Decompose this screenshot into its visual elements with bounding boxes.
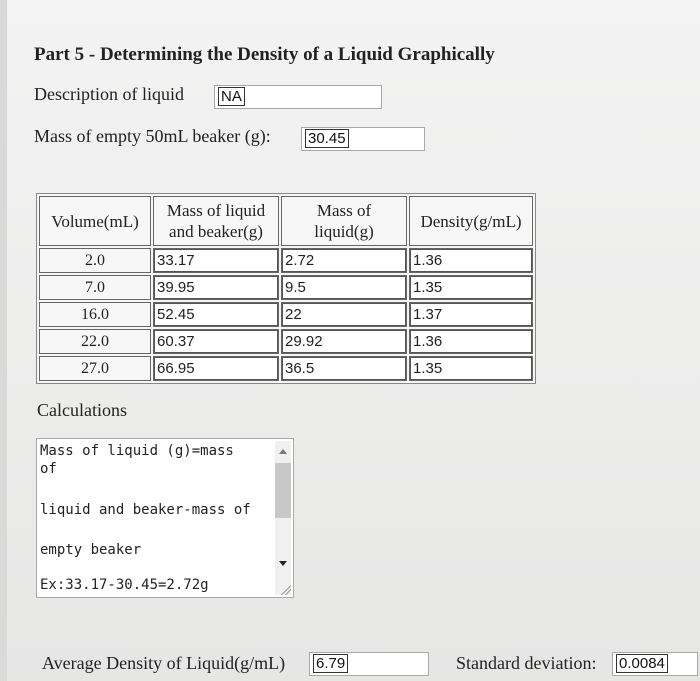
description-field[interactable] [214, 85, 382, 109]
resize-handle-icon[interactable] [281, 585, 291, 595]
density-input[interactable]: 1.35 [410, 276, 532, 299]
average-density-label: Average Density of Liquid(g/mL) [42, 653, 286, 673]
density-input[interactable]: 1.35 [410, 357, 532, 380]
calc-line: liquid and beaker-mass of [40, 502, 251, 518]
density-input[interactable]: 1.36 [410, 249, 532, 272]
mass-liquid-input[interactable]: 22 [282, 303, 406, 326]
header-mass-liquid-beaker: Mass of liquid and beaker(g) [153, 196, 279, 246]
mass-liquid-beaker-input[interactable]: 33.17 [154, 249, 278, 272]
mass-liquid-input[interactable]: 2.72 [282, 249, 406, 272]
calc-line: of [40, 461, 57, 477]
calculations-textarea[interactable] [36, 438, 294, 598]
scroll-thumb[interactable] [275, 463, 291, 518]
scroll-down-icon[interactable] [279, 561, 287, 566]
mass-liquid-input[interactable]: 29.92 [282, 330, 406, 353]
header-mass-liquid: Mass of liquid(g) [281, 196, 407, 246]
table-row [39, 302, 533, 327]
mass-empty-field[interactable] [301, 127, 425, 151]
mass-liquid-beaker-input[interactable]: 66.95 [154, 357, 278, 380]
calc-line: Mass of liquid (g)=mass [40, 443, 234, 459]
volume-cell: 2.0 [39, 248, 151, 273]
average-density-value: 6.79 [313, 654, 348, 673]
page-title: Part 5 - Determining the Density of a Liquid Graphically [34, 44, 495, 65]
mass-liquid-beaker-input[interactable]: 52.45 [154, 303, 278, 326]
mass-liquid-input[interactable]: 36.5 [282, 357, 406, 380]
description-value: NA [218, 87, 245, 106]
volume-cell: 16.0 [39, 302, 151, 327]
table-row [39, 248, 533, 273]
textarea-scrollbar[interactable] [275, 441, 291, 595]
header-density: Density(g/mL) [409, 196, 533, 246]
table-row [39, 356, 533, 381]
calc-line: Ex:33.17-30.45=2.72g [40, 577, 209, 593]
mass-liquid-beaker-input[interactable]: 39.95 [154, 276, 278, 299]
volume-cell: 22.0 [39, 329, 151, 354]
table-row [39, 275, 533, 300]
density-input[interactable]: 1.37 [410, 303, 532, 326]
density-table [36, 193, 536, 384]
average-density-field[interactable] [309, 652, 429, 676]
mass-liquid-input[interactable]: 9.5 [282, 276, 406, 299]
mass-empty-value: 30.45 [305, 129, 349, 148]
std-dev-label: Standard deviation: [456, 653, 597, 673]
scroll-up-icon[interactable] [279, 449, 287, 454]
table-row [39, 329, 533, 354]
density-input[interactable]: 1.36 [410, 330, 532, 353]
calculations-label: Calculations [37, 400, 127, 420]
std-dev-value: 0.0084 [616, 654, 668, 673]
volume-cell: 27.0 [39, 356, 151, 381]
calc-line: empty beaker [40, 542, 142, 558]
header-volume: Volume(mL) [39, 196, 151, 246]
mass-empty-label: Mass of empty 50mL beaker (g): [34, 126, 271, 146]
description-label: Description of liquid [34, 84, 184, 104]
volume-cell: 7.0 [39, 275, 151, 300]
mass-liquid-beaker-input[interactable]: 60.37 [154, 330, 278, 353]
page-edge [0, 0, 7, 681]
std-dev-field[interactable] [612, 652, 698, 676]
